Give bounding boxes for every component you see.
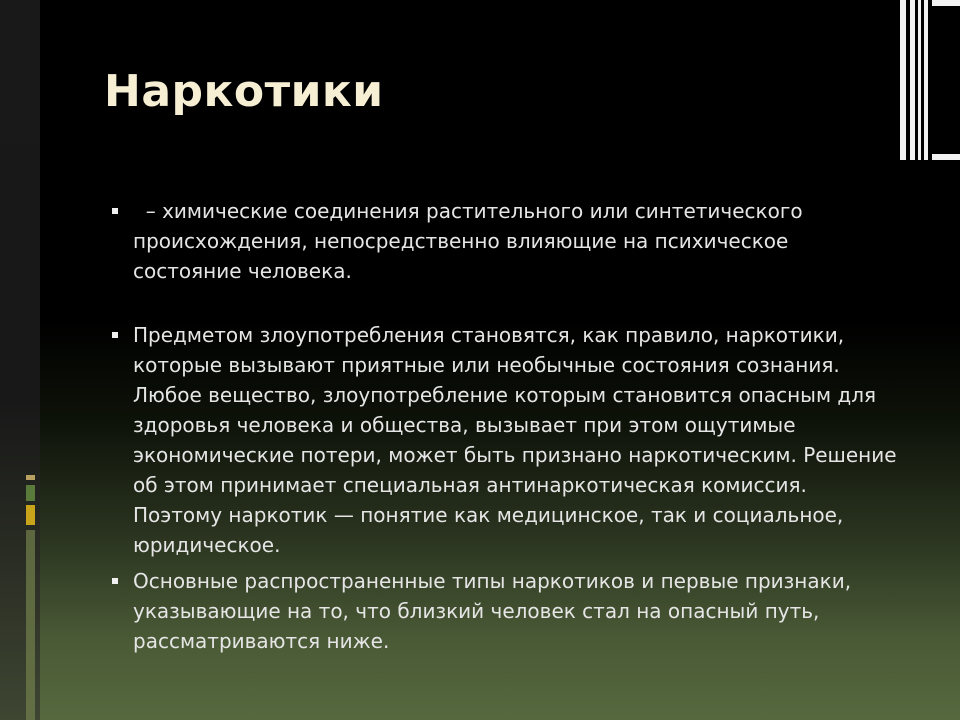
corner-stripes-decoration — [900, 0, 960, 160]
bullet-text: – химические соединения растительного или синтетического происхождения, непосредственно влияющие на психическое состояние человека. — [133, 199, 809, 283]
stripe — [924, 0, 928, 160]
bullet-icon — [112, 332, 118, 338]
bullet-text: Предметом злоупотребления становятся, как правило, наркотики, которые вызывают приятные или необычные состояния сознания. Любое вещество, злоупотребление которым становится опасным для здоровья человека и общества, вызывает при этом ощутимые экономические потери, может быть признано наркотическим. Решение об этом принимает специальная антинаркотическая комиссия. Поэтому наркотик — понятие как медицинское, так и социальное, юридическое. — [133, 323, 903, 557]
list-item — [112, 196, 902, 286]
side-accent-olive — [26, 530, 35, 720]
list-item — [112, 566, 902, 656]
bullet-icon — [112, 208, 118, 214]
slide-title: Наркотики — [104, 66, 384, 117]
stripe — [932, 154, 960, 160]
bullet-icon — [112, 578, 118, 584]
left-side-strip — [0, 0, 40, 720]
side-accent-green — [26, 485, 35, 501]
list-item — [112, 320, 902, 560]
bullet-list — [112, 196, 902, 656]
side-accent-yellow — [26, 505, 35, 525]
stripe — [932, 0, 960, 6]
stripe — [918, 0, 921, 160]
side-accent-tan — [26, 475, 35, 480]
stripe — [910, 0, 915, 160]
stripe — [900, 0, 906, 160]
bullet-text: Основные распространенные типы наркотиков и первые признаки, указывающие на то, что близкий человек стал на опасный путь, рассматриваются ниже. — [133, 569, 852, 653]
